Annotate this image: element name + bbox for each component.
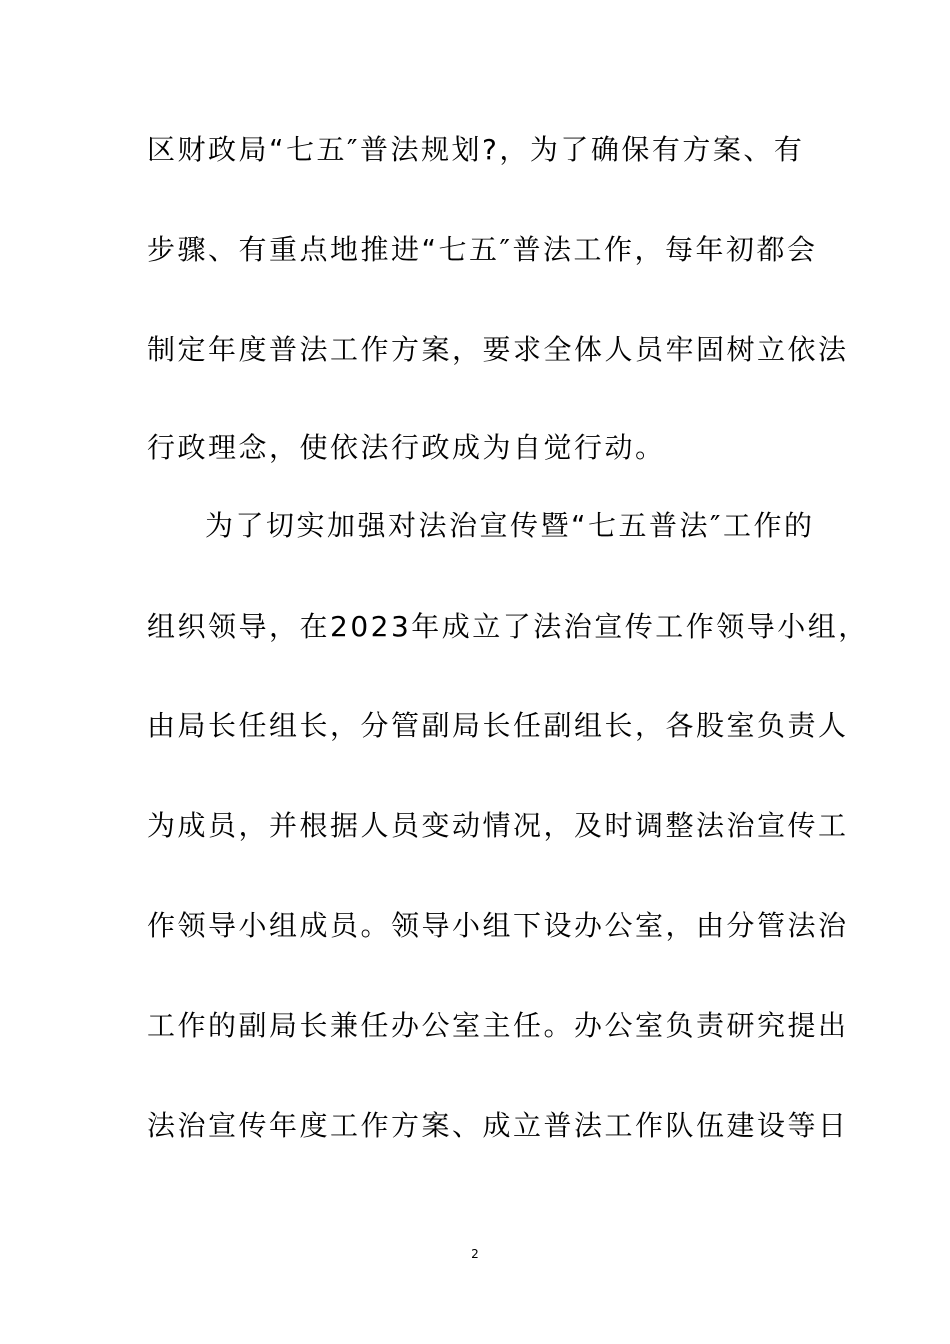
text-line: 区财政局“七五″普法规划?，为了确保有方案、有 — [147, 133, 805, 166]
page-number: 2 — [471, 1247, 479, 1261]
text-line: 由局长任组长，分管副局长任副组长，各股室负责人 — [147, 709, 849, 742]
text-line: 为成员，并根据人员变动情况，及时调整法治宣传工 — [147, 809, 849, 842]
text-line: 作领导小组成员。领导小组下设办公室，由分管法治 — [147, 909, 849, 942]
text-line: 制定年度普法工作方案，要求全体人员牢固树立依法 — [147, 333, 849, 366]
text-line: 组织领导，在2023年成立了法治宣传工作领导小组， — [147, 610, 869, 643]
text-line: 步骤、有重点地推进“七五″普法工作，每年初都会 — [147, 233, 818, 266]
text-line: 法治宣传年度工作方案、成立普法工作队伍建设等日 — [147, 1109, 849, 1142]
text-line: 行政理念，使依法行政成为自觉行动。 — [147, 431, 666, 464]
text-line: 工作的副局长兼任办公室主任。办公室负责研究提出 — [147, 1009, 849, 1042]
paragraph-first-line: 为了切实加强对法治宣传暨“七五普法″工作的 — [205, 509, 815, 542]
